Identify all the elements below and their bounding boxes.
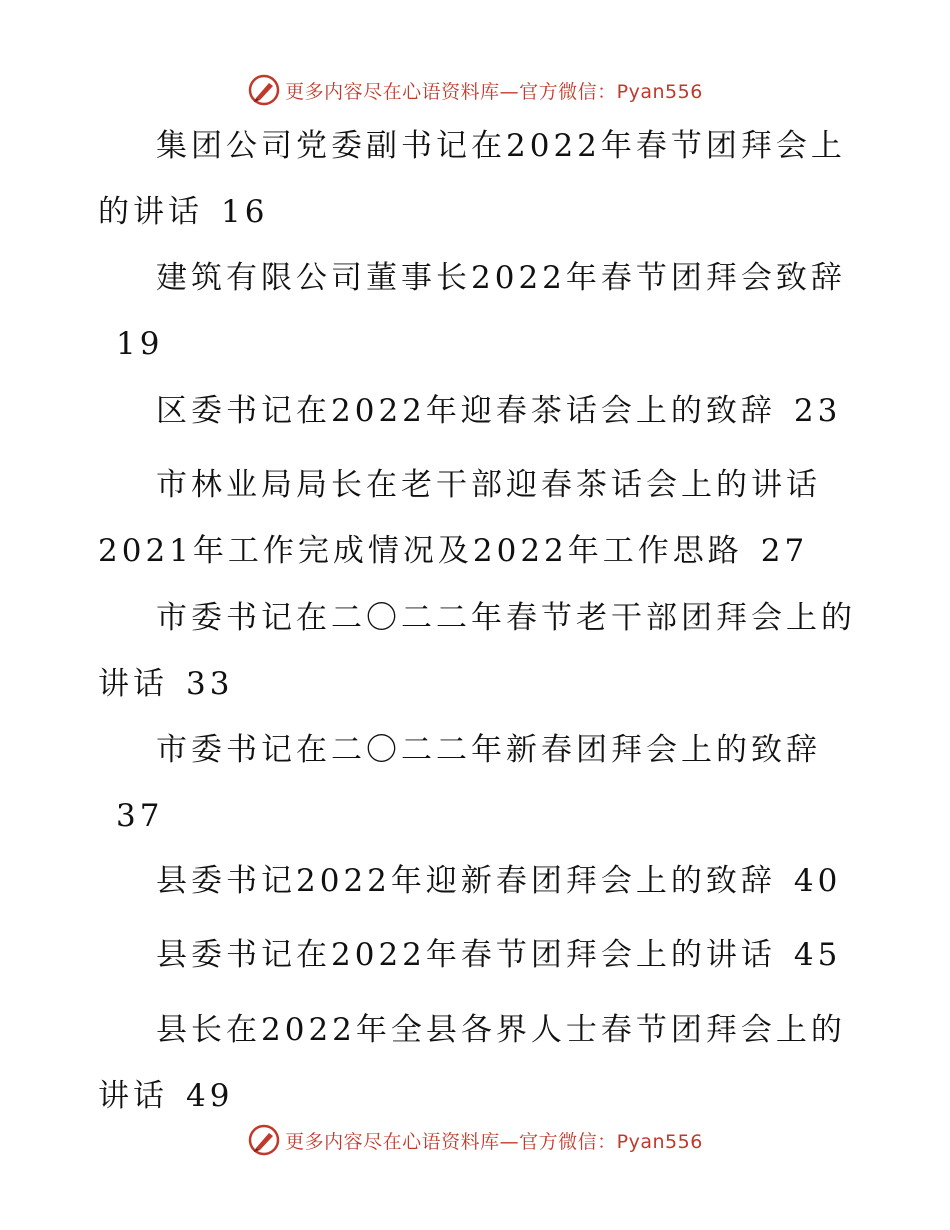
pen-logo-icon [247, 73, 281, 107]
header-banner [0, 70, 950, 110]
pen-logo-icon [247, 1123, 281, 1157]
toc-entry-page: 16 [221, 194, 269, 230]
toc-entry-title: 县长在2022年全县各界人士春节团拜会上的讲话 [98, 1012, 846, 1114]
toc-entry-page: 23 [793, 393, 842, 429]
toc-entry[interactable] [98, 717, 858, 849]
toc-entry[interactable] [98, 585, 858, 717]
toc-entry[interactable] [98, 997, 858, 1129]
toc-entry-page: 27 [760, 533, 809, 569]
toc-entry-title: 市林业局局长在老干部迎春茶话会上的讲话2021年工作完成情况及2022年工作思路 [98, 467, 821, 569]
toc-entry-page: 45 [793, 937, 842, 973]
toc-entry-title: 集团公司党委副书记在2022年春节团拜会上的讲话 [98, 128, 846, 230]
toc-entry[interactable] [98, 848, 858, 914]
toc-entry-page: 19 [116, 326, 164, 362]
toc-entry[interactable] [98, 245, 858, 377]
banner-text: 更多内容尽在心语资料库—官方微信：Pyan556 [285, 80, 703, 103]
toc-entry-title: 县委书记在2022年春节团拜会上的讲话 [156, 937, 776, 973]
toc-entry[interactable] [98, 113, 858, 245]
toc-entry-title: 市委书记在二〇二二年春节老干部团拜会上的讲话 [98, 600, 856, 702]
toc-entry-page: 49 [186, 1078, 234, 1114]
banner-text: 更多内容尽在心语资料库—官方微信：Pyan556 [285, 1130, 703, 1153]
toc-entry-page: 40 [793, 863, 842, 899]
toc-entry-title: 区委书记在2022年迎春茶话会上的致辞 [156, 393, 776, 429]
toc-entry[interactable] [98, 452, 858, 584]
toc-entry[interactable] [98, 922, 858, 988]
toc-entry-page: 33 [186, 666, 234, 702]
toc-entry[interactable] [98, 378, 858, 444]
footer-banner [0, 1120, 950, 1160]
toc-entry-page: 37 [116, 798, 164, 834]
toc-entry-title: 建筑有限公司董事长2022年春节团拜会致辞 [156, 260, 846, 296]
toc-entry-title: 县委书记2022年迎新春团拜会上的致辞 [156, 863, 776, 899]
toc-entry-title: 市委书记在二〇二二年新春团拜会上的致辞 [156, 732, 821, 768]
